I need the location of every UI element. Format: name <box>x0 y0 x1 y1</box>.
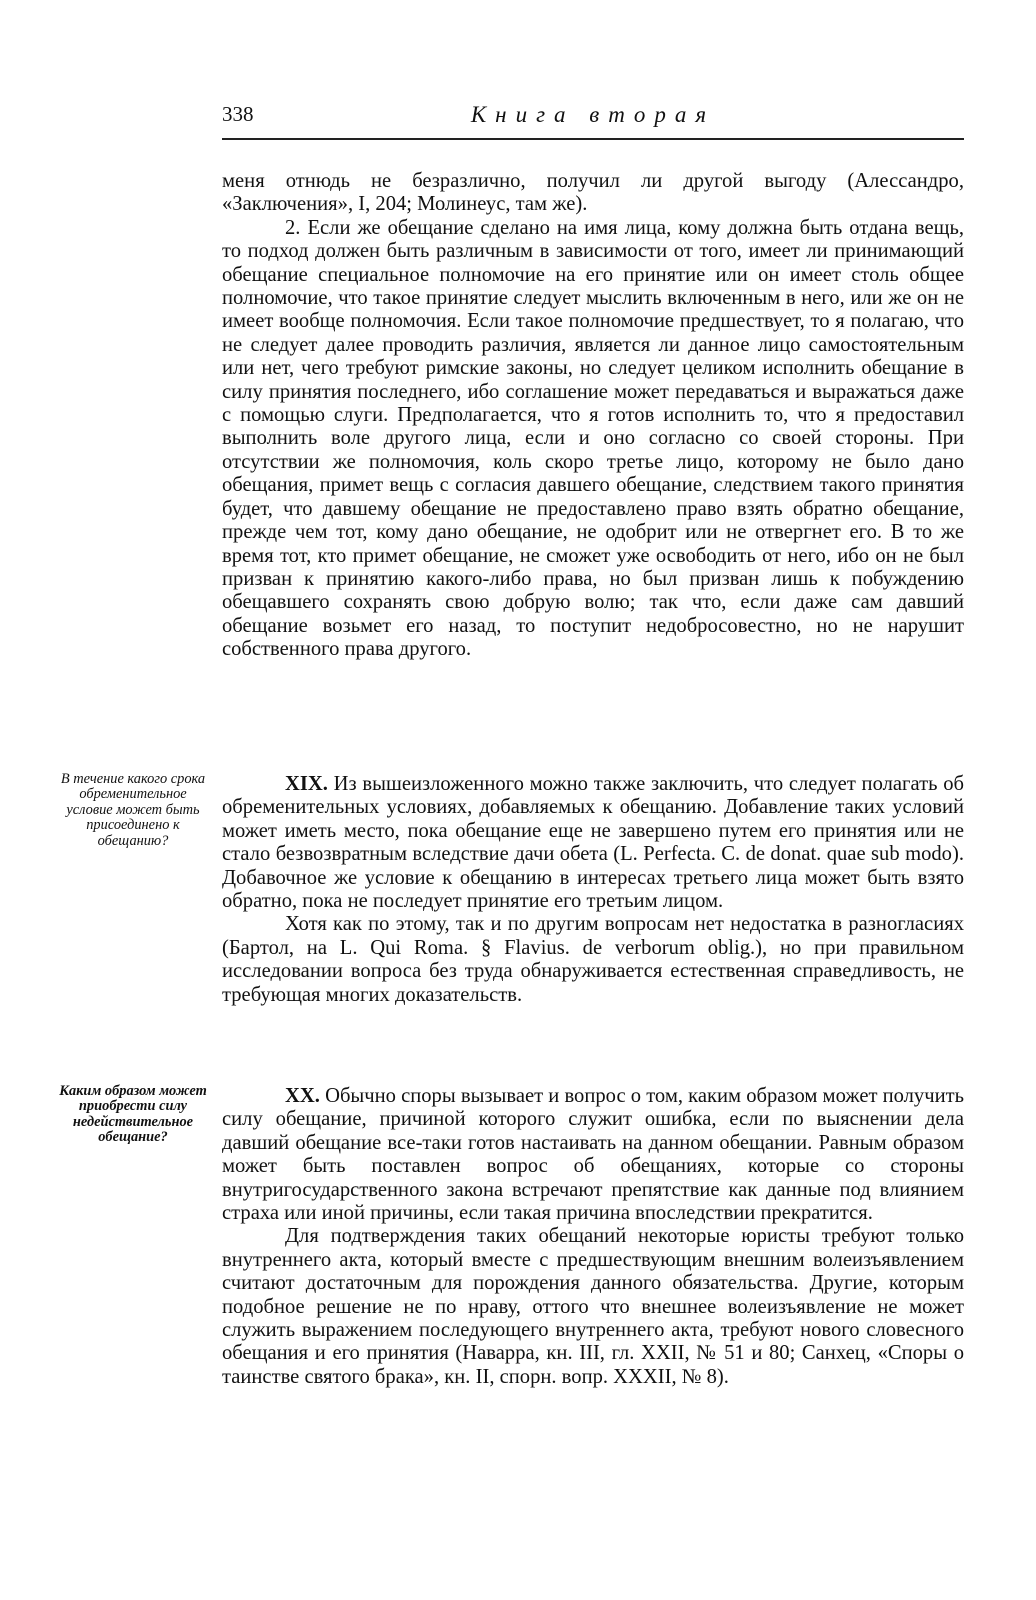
section-number-xx: XX. <box>285 1085 320 1107</box>
section-xx-paragraph-1 <box>222 1085 964 1225</box>
running-title: Книга вторая <box>470 102 716 127</box>
section-xx <box>222 1085 964 1389</box>
continuation-block <box>222 170 964 662</box>
section-xix <box>222 773 964 1007</box>
section-xx-paragraph-2: Для подтверждения таких обещаний некоторые юристы требуют только внутреннего акта, который вместе с предшествующим внешним волеизъявлением считают достаточным для порождения данного обязательства. Другие, которым подобное решение не по нраву, оттого что внешнее волеизъявление не может служить выражением последующего внутреннего акта, требуют нового словесного обещания и его принятия (Наварра, кн. III, гл. XXII, № 51 и 80; Санхец, «Споры о таинстве святого брака», кн. II, спорн. вопр. XXXII, № 8). <box>222 1225 964 1388</box>
paragraph-continued: меня отнюдь не безразлично, получил ли другой выгоду (Алессандро, «Заключения», I, 204; Молинеус, там же). <box>222 170 964 216</box>
section-xix-paragraph-2: Хотя как по этому, так и по другим вопросам нет недостатка в разногласиях (Бартол, на L. Qui Roma. § Flavius. de verborum oblig.), но при правильном исследовании вопроса без труда обнаруживается естественная справедливость, не требующая многих доказательств. <box>222 913 964 1006</box>
section-number-xix: XIX. <box>285 773 328 795</box>
page-number: 338 <box>222 102 254 126</box>
section-xix-text-1: Из вышеизложенного можно также заключить, что следует полагать об обременительных условиях, добавляемых к обещанию. Добавление таких условий может иметь место, пока обещание еще не завершено путем его принятия или не стало безвозвратным вследствие дачи обета (L. Perfecta. C. de donat. quae sub modo). Добавочное же условие к обещанию в интересах третьего лица может быть взято обратно, пока не последует принятие его третьим лицом. <box>222 773 964 913</box>
section-xix-paragraph-1 <box>222 773 964 913</box>
paragraph-2: 2. Если же обещание сделано на имя лица, кому должна быть отдана вещь, то подход должен быть различным в зависимости от того, имеет ли принимающий обещание специальное полномочие на его принятие или он имеет столь общее полномочие, что такое принятие следует мыслить включенным в него, или же он не имеет вообще полномочия. Если такое полномочие предшествует, то я полагаю, что не следует далее проводить различия, является ли данное лицо самостоятельным или нет, чего требуют римские законы, но следует целиком исполнить обещание в силу принятия последнего, ибо соглашение может передаваться и выражаться даже с помощью слуги. Предполагается, что я готов исполнить то, что я предоставил выполнить воле другого лица, если и оно согласно со своей стороны. При отсутствии же полномочия, коль скоро третье лицо, которому не было дано обещания, примет вещь с согласия давшего обещание, следствием такого принятия будет, что давшему обещание не предоставлено право взять обратно обещание, прежде чем тот, кому дано обещание, не одобрит или не отвергнет его. В то же время тот, кто примет обещание, не сможет уже освободить от него, ибо он не был призван к принятию какого-либо права, но был призван лишь к побуждению обещавшего сохранять свою добрую волю; так что, если даже сам давший обещание возьмет его назад, то поступит недобросовестно, но не нарушит собственного права другого. <box>222 216 964 661</box>
header-rule <box>222 138 964 140</box>
margin-note-2: Каким образом может приобрести силу недействительное обещание? <box>59 1083 207 1146</box>
page-header <box>222 100 964 130</box>
margin-note-1: В течение какого срока обременительное условие может быть присоединено к обещанию? <box>60 771 206 849</box>
section-xx-text-1: Обычно споры вызывает и вопрос о том, каким образом может получить силу обещание, причиной которого служит ошибка, если по выяснении дела давший обещание все-таки готов настаивать на данном обещании. Равным образом может быть поставлен вопрос об обещаниях, которые со стороны внутригосударственного закона встречают препятствие как данные под влиянием страха или иной причины, если такая причина впоследствии прекратится. <box>222 1085 965 1225</box>
